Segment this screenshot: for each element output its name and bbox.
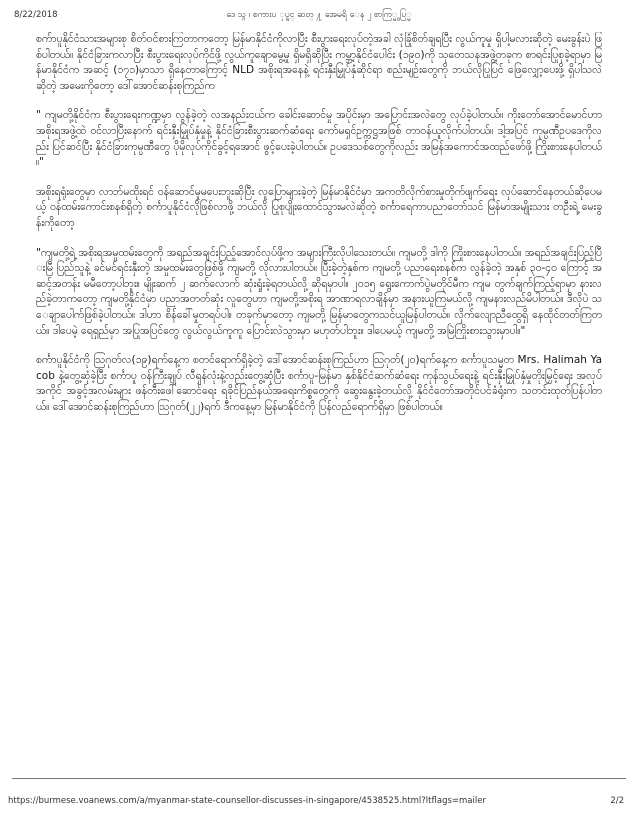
article-paragraph: စက်ာပူနိုင်ငံသားအများစု စိတ်ဝင်စားကြတာကတော့ မြန်မာနိုင်ငံကိုလာပြီး စီးပွားရေးလုပ်တဲ့အခါ လုံခြုံစိတ်ချရပြီး လွယ်ကူမှု ရှိပါ့မလားဆိုတဲ့ မေးခွန်းပဲ ဖြစ်ပါတယ်။ နိုင်ငံခြားကလာပြီး စီးပွားရေးလုပ်ကိုင်ဖို့ လွယ်ကူချောမွေ့မှု ရှိမရှိဆိုပြီး ကမ္ဘာ့နိုင်ငံပေါင်း (၁၉၀)ကို သုတေသနအဖွဲ့တခုက စာရင်းပြုစုခဲ့ရာမှာ မြန်မာနိုင်ငံက အဆင့် (၁၇၁)မှာသာ ရှိနေတာကြောင့် NLD အစိုးရအနေနဲ့ ရင်းနှီးမြှုပ်နှံဆိုင်ရာ စည်းမျဉ်းတွေကို ဘယ်လိုပြုပြင် ဖြေလျှော့ပေးဖို့ ရှိပါသလဲဆိုတဲ့ အမေးကိုတော့ ဒေါ်အောင်ဆန်းစုကြည်က <box>36 33 602 92</box>
article-quote-paragraph: " ကျမတို့နိုင်ငံက စီးပွားရေးကဏ္ဍမှာ လွန်ခဲ့တဲ့ လအနည်းငယ်က ခေါင်းဆောင်မှု အပိုင်းမှာ အပြောင်းအလဲတွေ လုပ်ခဲ့ပါတယ်။ ကိုးတော်အောင်မောင်ဟာ အစိုးရအဖွဲ့ထဲ ဝင်လာပြီးနောက် ရင်းနှီးမြှုပ်နှံမှုနဲ့ နိုင်ငံခြားစီးပွားဆက်ဆံရေး ကော်မရှင်ဥက္ကဋ္ဌအဖြစ် တာဝန်ယူလိုက်ပါတယ်။ ဒါ့အပြင် ကုမ္ပဏီဥပဒေကိုလည်း ပြင်ဆင်ပြီး နိုင်ငံခြားကုမ္ပဏီတွေ ပိုမိုလုပ်ကိုင်ခွင့်ရအောင် ဖွင့်ပေးခဲ့ပါတယ်။ ဥပဒေသစ်တွေကိုလည်း အမြန်အကောင်အထည်ဖော်ဖို့ ကြိုးစားနေပါတယ်။" <box>36 109 602 169</box>
article-paragraph: အစိုးရရုံးတွေမှာ လာဘ်မထိုးရင် ဝန်ဆောင်မှုမပေးဘူးဆိုပြီး လူပြောများခဲ့တဲ့ မြန်မာနိုင်ငံမှာ အကတိလိုက်စားမှုတိုက်ဖျက်ရေး လုပ်ဆောင်နေတယ်ဆိုပေမယ့် ဝန်ထမ်းကောင်းစနစ်ရှိတဲ့ စင်္ကာပူနိုင်ငံလိုဖြစ်လာဖို့ ဘယ်လို ပြုစုပျိုးထောင်သွားမလဲဆိုတဲ့ စင်္ကာရေကာပညာတော်သင် မြန်မာအမျိုးသား တဦးရဲ့ မေးခွန်းကိုတော့ <box>36 185 602 229</box>
print-header <box>14 10 624 24</box>
print-footer <box>8 796 624 810</box>
article-paragraph: စင်္ကာပူနိုင်ငံကို သြဂုတ်လ(၁၉)ရက်နေ့က စတင်ရောက်ရှိခဲ့တဲ့ ဒေါ်အောင်ဆန်းစုကြည်ဟာ သြဂုတ်(၂၀)ရက်နေ့က စင်္ကာပူသမ္မတ Mrs. Halimah Yacob နဲ့တွေ့ဆုံခဲ့ပြီး စင်္ကာပူ ဝန်ကြီးချုပ် လီရှန်လုံးနဲ့လည်းတွေ့ဆုံပြီး စင်္ကာပူ-မြန်မာ နှစ်နိုင်ငံဆက်ဆံရေး ကုန်သွယ်ရေးနဲ့ ရင်းနှီးမြှုပ်နှံမှုတိုးမြှင့်ရေး အလုပ်အကိုင် အခွင့်အလမ်းများ ဖန်တီးဖေါ်ဆောင်ရေး ရခိုင်ပြည်နယ်အရေးကိစ္စတွေကို ဆွေးနွေးခဲ့တယ်လို့ နိုင်ငံတော်အတိုင်ပင်ခံရုံးက သတင်းထုတ်ပြန်ပါတယ်။ ဒေါ်အောင်ဆန်းစုကြည်ဟာ သြဂုတ်(၂၂)ရက် ဒီကနေ့မှာ မြန်မာနိုင်ငံကို ပြန်လည်ရောက်ရှိမှာ ဖြစ်ပါတယ်။ <box>36 354 602 413</box>
article-quote-paragraph: "ကျမတို့ရဲ့ အစိုးရအမှုထမ်းတွေကို အရည်အချင်းပြည့်အောင်လုပ်ဖို့က အများကြီးလိုပါသေးတယ်။ ကျမတို့ ဒါကို ကြိုးစားနေပါတယ်။ အရည်အချင်းပြည့်ပြီးမြီ ပြည်သူနဲ့ ခင်မင်ရင်းနှီးတဲ့ အမှုထမ်းတွေဖြစ်ဖို့ ကျမတို့ လိုလားပါတယ်။ ပြီးခဲ့တဲ့နှစ်က ကျမတို့ ပညာရေးစနစ်က လွန်ခဲ့တဲ့ အနှစ် ၃၀-၄၀ ကြောင့် အဆင့်အတန်း မမီတော့ပါဘူး။ မျိုးဆက် ၂ ဆက်လောက် ဆုံးရှုံးခဲ့ရတယ်လို့ ဆိုရမှာပါ။ ၂၀၁၅ ရွေးကောက်ပွဲမတိုင်မီက ကျမ တွက်ချက်ကြည့်ရာမှာ နားလည်ခဲ့တာကတော့ ကျမတို့နိုင်ငံမှာ ပညာအတတ်ဆုံး လူတွေဟာ ကျမတို့အစိုးရ အာဏာရလာချိန်မှာ အနားယူကြမယ်လို့ ကျမနားလည်မိပါတယ်။ ဒီလိုပဲ သေချာပေါက်ဖြစ်ခဲ့ပါတယ်။ ဒါဟာ စိန်ခေါ်မှုတရပ်ပါ။ တခုက်မှာတော့ ကျမတို့ မြန်မာတွေကသင်ယူမြန်ပါတယ်။ လိုက်လျောညီထွေရှိ နေထိုင်တတ်ကြတယ်။ ဒါပေမဲ့ ရေရှည်မှာ အပြုအပြင်တွေ လွယ်လွယ်ကူကူ ပြောင်းလဲသွားမှာ မဟုတ်ပါဘူး။ ဒါပေမယ့် ကျမတို့ အမြဲကြိုးစားသွားမှာပါ။" <box>36 246 602 337</box>
page-number: 2/2 <box>610 796 624 806</box>
footer-divider <box>12 778 626 779</box>
print-date: 8/22/2018 <box>14 10 58 20</box>
print-page-title: ဒေ သ္ဂ ၊ စကားပ ုပ္ရင္ ဆတ္ ႔ အေမရိ ေန ၂ စာကြ္မွ ပြ္မ <box>226 10 412 20</box>
article-body <box>36 32 602 772</box>
source-url-link[interactable]: https://burmese.voanews.com/a/myanmar-state-counsellor-discusses-in-singapore/4538525.html?ltflags=mailer <box>8 796 486 806</box>
